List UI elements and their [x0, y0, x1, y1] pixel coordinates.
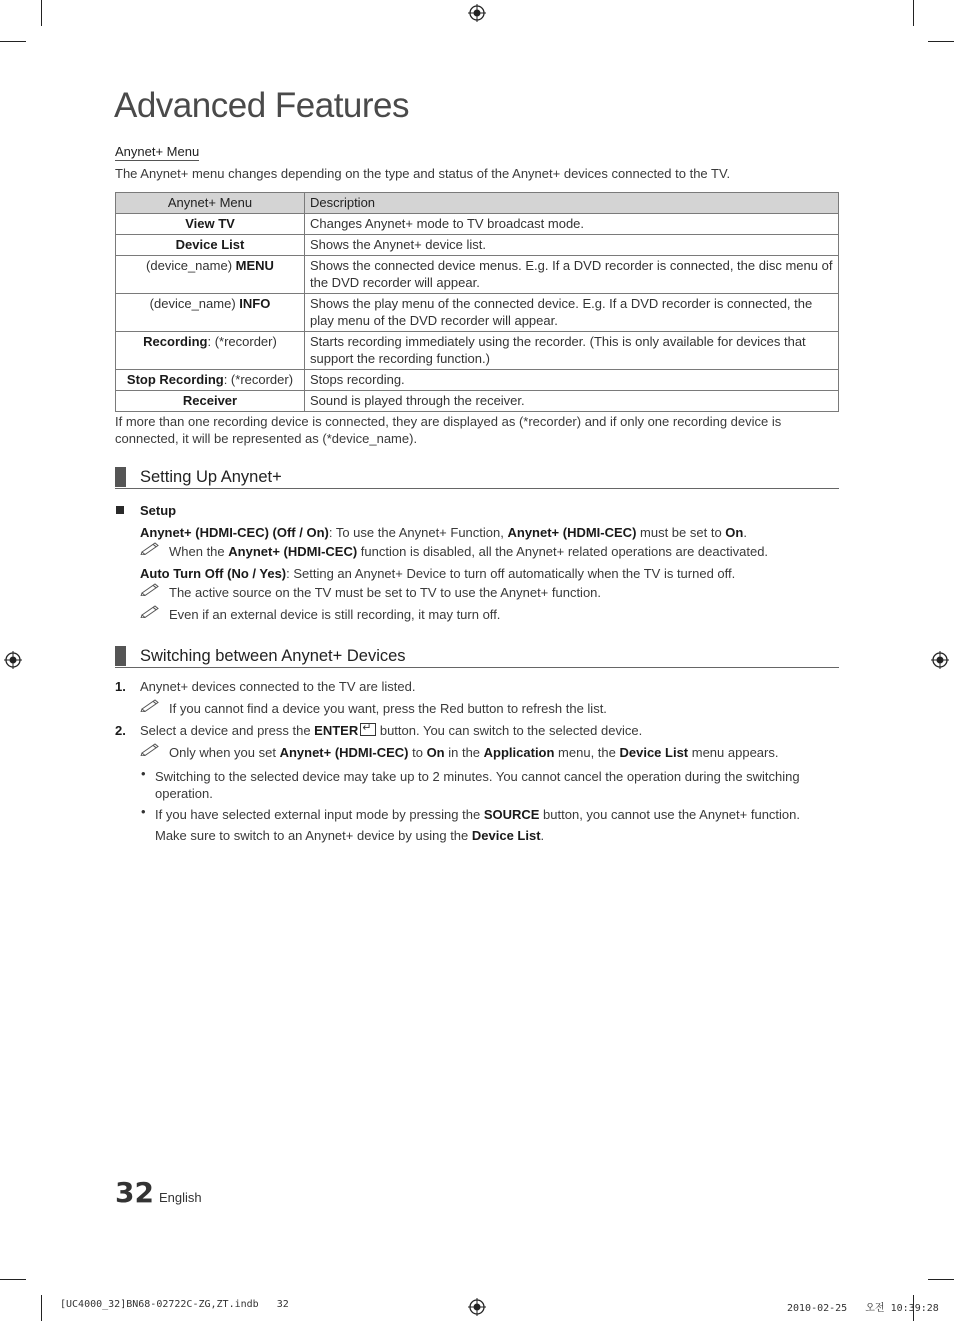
setup-line-hdmi-cec: Anynet+ (HDMI-CEC) (Off / On): To use the Anynet+ Function, Anynet+ (HDMI-CEC) must be set to On. [140, 525, 747, 540]
table-cell-menu [116, 214, 305, 235]
step-number: 1. [115, 679, 126, 694]
registration-mark-icon [4, 651, 22, 669]
registration-mark-icon [468, 1298, 486, 1316]
table-cell-menu [116, 391, 305, 412]
section-bar [115, 467, 126, 487]
pencil-note-icon [140, 604, 160, 618]
table-cell-desc: Changes Anynet+ mode to TV broadcast mode. [305, 214, 839, 235]
crop-mark [928, 1279, 954, 1280]
bullet-dot-icon: • [141, 766, 146, 781]
menu-name: MENU [235, 258, 274, 273]
bullet-switching-time: Switching to the selected device may take up to 2 minutes. You cannot cancel the operation during the switching operation. [155, 769, 800, 801]
table-row [116, 391, 839, 412]
page-title: Advanced Features [114, 86, 410, 125]
setup-line-auto-turn-off: Auto Turn Off (No / Yes): Setting an Anynet+ Device to turn off automatically when the TV is turned off. [140, 566, 736, 581]
menu-suffix: : (*recorder) [207, 334, 277, 349]
crop-mark [41, 0, 42, 26]
table-cell-desc: Shows the play menu of the connected device. E.g. If a DVD recorder is connected, the play menu of the DVD recorder will appear. [305, 294, 839, 332]
table-header-menu: Anynet+ Menu [116, 193, 305, 214]
enter-icon [360, 723, 376, 736]
crop-mark [41, 1295, 42, 1321]
pencil-note-icon [140, 541, 160, 555]
step-number: 2. [115, 723, 126, 738]
note-still-recording: Even if an external device is still recording, it may turn off. [169, 607, 501, 622]
anynet-menu-heading: Anynet+ Menu [115, 144, 200, 159]
table-row [116, 370, 839, 391]
anynet-menu-table [115, 192, 839, 412]
menu-name: Device List [175, 237, 245, 252]
table-cell-desc: Starts recording immediately using the recorder. (This is only available for devices that support the recording function.) [305, 332, 839, 370]
menu-name: View TV [185, 216, 235, 231]
file-info: [UC4000_32]BN68-02722C-ZG,ZT.indb 32 [60, 1299, 289, 1310]
section-bar [115, 646, 126, 666]
table-row [116, 294, 839, 332]
anynet-menu-intro: The Anynet+ menu changes depending on the type and status of the Anynet+ devices connected to the TV. [115, 166, 731, 181]
note-hdmi-cec-disabled: When the Anynet+ (HDMI-CEC) function is disabled, all the Anynet+ related operations are deactivated. [169, 544, 769, 559]
menu-prefix: (device_name) [146, 258, 236, 273]
recording-footnote: If more than one recording device is connected, they are displayed as (*recorder) and if only one recording device is connected, it will be represented as (*device_name). [115, 414, 782, 446]
pencil-note-icon [140, 582, 160, 596]
table-cell-desc: Stops recording. [305, 370, 839, 391]
pencil-note-icon [140, 742, 160, 756]
section-title: Setting Up Anynet+ [140, 468, 282, 486]
section-setting-up [115, 467, 839, 489]
bullet-dot-icon: • [141, 804, 146, 819]
section-switching [115, 646, 839, 668]
table-header-description: Description [305, 193, 839, 214]
section-title: Switching between Anynet+ Devices [140, 647, 406, 665]
table-row [116, 256, 839, 294]
table-cell-menu [116, 370, 305, 391]
table-row [116, 214, 839, 235]
menu-prefix: (device_name) [149, 296, 240, 311]
page-number: 32 [115, 1176, 154, 1209]
square-bullet-icon [116, 506, 124, 514]
print-timestamp: 2010-02-25 오전 10:39:28 [787, 1303, 939, 1314]
step-2-note: Only when you set Anynet+ (HDMI-CEC) to On in the Application menu, the Device List menu appears. [169, 745, 779, 760]
page-language: English [159, 1190, 202, 1205]
step-1-note: If you cannot find a device you want, press the Red button to refresh the list. [169, 701, 607, 716]
table-cell-menu [116, 235, 305, 256]
table-cell-menu [116, 256, 305, 294]
menu-name: Recording [143, 334, 208, 349]
step-1-text: Anynet+ devices connected to the TV are listed. [140, 679, 416, 694]
table-cell-menu [116, 332, 305, 370]
menu-name: Receiver [182, 393, 238, 408]
note-active-source: The active source on the TV must be set to TV to use the Anynet+ function. [169, 585, 602, 600]
registration-mark-icon [468, 4, 486, 22]
crop-mark [0, 1279, 26, 1280]
registration-mark-icon [931, 651, 949, 669]
crop-mark [913, 0, 914, 26]
table-cell-desc: Sound is played through the receiver. [305, 391, 839, 412]
table-cell-menu [116, 294, 305, 332]
step-2-text: Select a device and press the ENTER↵ button. You can switch to the selected device. [140, 722, 642, 739]
menu-suffix: : (*recorder) [223, 372, 294, 387]
bullet-source-mode-line2: Make sure to switch to an Anynet+ device by using the Device List. [155, 828, 545, 843]
table-cell-desc: Shows the connected device menus. E.g. If a DVD recorder is connected, the disc menu of the DVD recorder will appear. [305, 256, 839, 294]
table-row [116, 235, 839, 256]
table-header-row [116, 193, 839, 214]
menu-name: Stop Recording [126, 372, 224, 387]
setup-label: Setup [140, 503, 177, 518]
menu-name: INFO [239, 296, 271, 311]
crop-mark [0, 41, 26, 42]
bullet-source-mode: If you have selected external input mode by pressing the SOURCE button, you cannot use the Anynet+ function. [155, 807, 800, 822]
table-cell-desc: Shows the Anynet+ device list. [305, 235, 839, 256]
table-row [116, 332, 839, 370]
pencil-note-icon [140, 698, 160, 712]
crop-mark [928, 41, 954, 42]
